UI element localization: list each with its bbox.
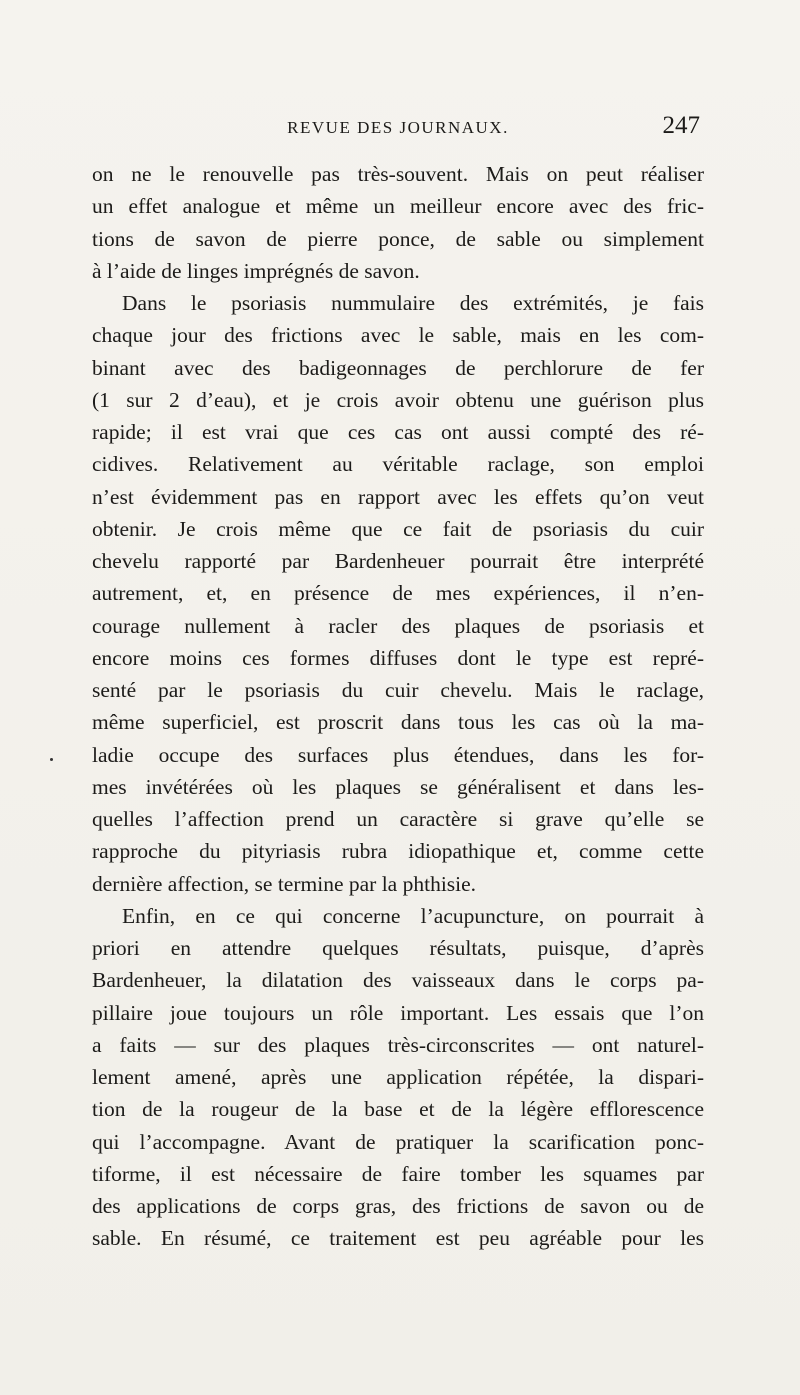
running-head [92, 112, 704, 148]
text-line: Enfin, en ce qui concerne l’acupuncture, on pourrait à [122, 903, 704, 928]
running-title: REVUE DES JOURNAUX. [287, 118, 509, 137]
text-line: lement amené, après une application répétée, la dispari- [92, 1065, 704, 1089]
text-line: rapproche du pityriasis rubra idiopathique et, comme cette [92, 839, 704, 864]
text-line: chaque jour des frictions avec le sable, mais en les com- [92, 323, 704, 348]
text-line: binant avec des badigeonnages de perchlorure de fer [92, 355, 704, 380]
text-line: même superficiel, est proscrit dans tous les cas où la ma- [92, 710, 704, 735]
text-line: autrement, et, en présence de mes expériences, il n’en- [92, 581, 704, 606]
text-line: sable. En résumé, ce traitement est peu agréable pour les [92, 1226, 704, 1251]
text-line: encore moins ces formes diffuses dont le type est repré- [92, 645, 704, 670]
text-line: pillaire joue toujours un rôle important. Les essais que l’on [92, 1000, 704, 1025]
text-line: a faits — sur des plaques très-circonscrites — ont naturel- [92, 1032, 704, 1057]
ink-speck [50, 758, 53, 761]
text-line: courage nullement à racler des plaques de psoriasis et [92, 613, 704, 638]
text-line: à l’aide de linges imprégnés de savon. [92, 258, 420, 283]
text-line: obtenir. Je crois même que ce fait de psoriasis du cuir [92, 516, 704, 541]
text-line: priori en attendre quelques résultats, puisque, d’après [92, 936, 704, 960]
text-line: qui l’accompagne. Avant de pratiquer la scarification ponc- [92, 1129, 704, 1154]
text-line: on ne le renouvelle pas très-souvent. Mais on peut réaliser [92, 162, 704, 186]
text-line: dernière affection, se termine par la phthisie. [92, 871, 477, 896]
page-number: 247 [662, 112, 700, 139]
text-line: n’est évidemment pas en rapport avec les effets qu’on veut [92, 484, 704, 509]
text-line: tion de la rougeur de la base et de la légère efflorescence [92, 1097, 704, 1122]
text-line: tions de savon de pierre ponce, de sable ou simplement [92, 226, 704, 251]
text-line: mes invétérées où les plaques se généralisent et dans les- [92, 774, 704, 799]
text-line: senté par le psoriasis du cuir chevelu. Mais le raclage, [92, 678, 704, 702]
text-line: ladie occupe des surfaces plus étendues, dans les for- [92, 742, 704, 767]
text-line: un effet analogue et même un meilleur encore avec des fric- [92, 194, 704, 219]
text-line: tiforme, il est nécessaire de faire tomber les squames par [92, 1161, 704, 1186]
text-line: chevelu rapporté par Bardenheuer pourrait être interprété [92, 549, 704, 573]
body-text [92, 158, 704, 1255]
text-line: Bardenheuer, la dilatation des vaisseaux dans le corps pa- [92, 968, 704, 993]
text-line: (1 sur 2 d’eau), et je crois avoir obtenu une guérison plus [92, 387, 704, 412]
text-line: des applications de corps gras, des frictions de savon ou de [92, 1194, 704, 1218]
text-line: quelles l’affection prend un caractère si grave qu’elle se [92, 807, 704, 831]
text-line: rapide; il est vrai que ces cas ont aussi compté des ré- [92, 420, 704, 444]
text-line: Dans le psoriasis nummulaire des extrémités, je fais [122, 291, 704, 315]
text-line: cidives. Relativement au véritable raclage, son emploi [92, 452, 704, 477]
